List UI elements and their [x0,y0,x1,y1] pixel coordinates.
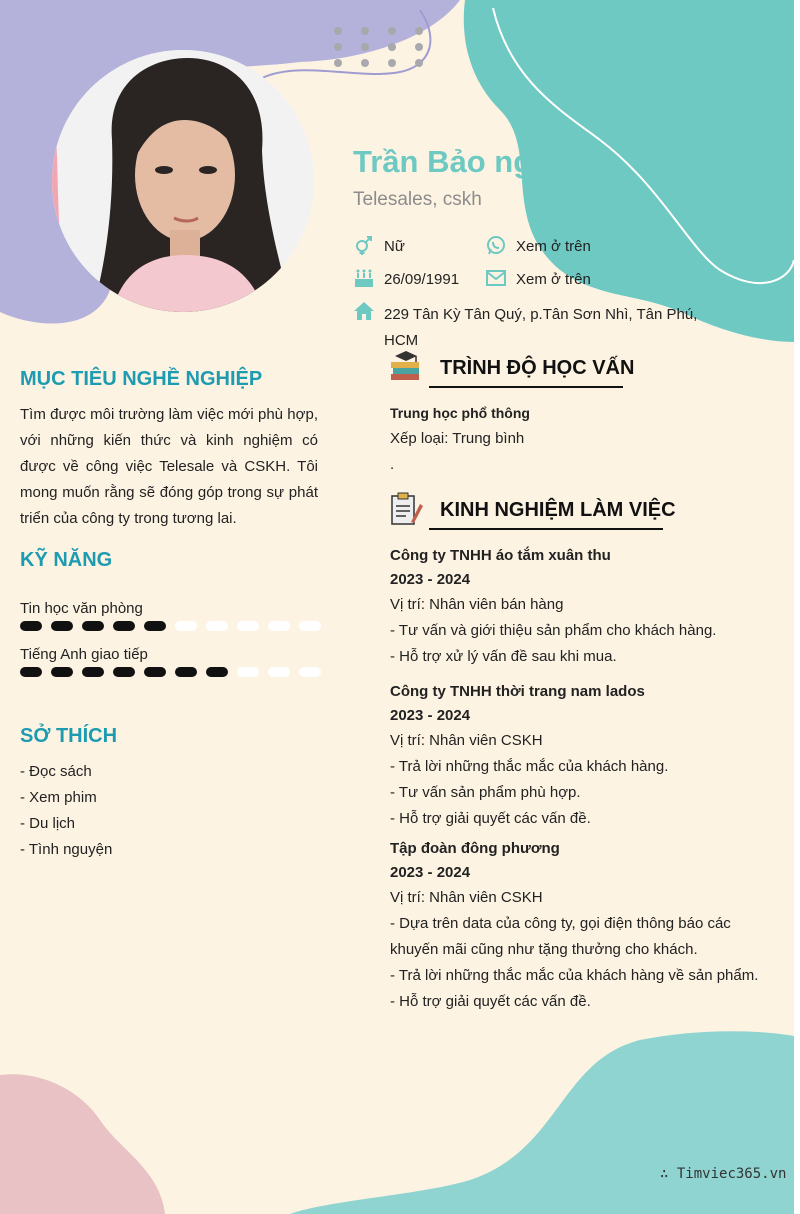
hobby-item: - Tình nguyện [20,841,113,858]
job-company: Công ty TNHH áo tắm xuân thu [390,547,611,564]
job-task: - Tư vấn và giới thiệu sản phẩm cho khách hàng. [390,622,717,639]
job-position: Vị trí: Nhân viên bán hàng [390,596,564,613]
education-books-icon [389,350,423,384]
footer-brand[interactable] [660,1166,786,1182]
skill-pill-filled [113,667,135,677]
skill-pill-empty [206,621,228,631]
phone-value: Xem ở trên [516,238,591,255]
skill-pill-filled [20,621,42,631]
email-icon [485,267,507,289]
skill-pill-empty [268,667,290,677]
skill-pill-empty [299,667,321,677]
birthday-value: 26/09/1991 [384,271,460,288]
skill-pill-filled [51,667,73,677]
job-task: - Trả lời những thắc mắc của khách hàng. [390,758,669,775]
job-task: khuyến mãi cũng như tặng thưởng cho khách. [390,941,698,958]
job-period: 2023 - 2024 [390,707,471,724]
job-period: 2023 - 2024 [390,864,471,881]
address-value: 229 Tân Kỳ Tân Quý, p.Tân Sơn Nhì, Tân Phú, HCM [384,306,698,349]
skill-pill-empty [268,621,290,631]
skill-pill-empty [175,621,197,631]
skill-pill-empty [237,621,259,631]
gender-icon [353,234,375,256]
brand-name: Timviec365.vn [676,1166,787,1182]
brand-logo-icon: ∴ [660,1166,669,1182]
hobby-item: - Đọc sách [20,763,92,780]
hobby-item: - Xem phim [20,789,97,806]
skill-pill-filled [20,667,42,677]
education-school: Trung học phổ thông [390,405,530,421]
pink-blob-bottom [0,1074,165,1214]
phone-icon [485,234,507,256]
skill-pill-filled [82,621,104,631]
education-heading: TRÌNH ĐỘ HỌC VẤN [440,357,635,379]
objective-text: Tìm được môi trường làm việc mới phù hợp, với những kiến thức và kinh nghiệm có được về công việc Telesale và CSKH. Tôi mong muốn rằng sẽ đóng góp trong sự phát triển của công ty trong tương lai. [20,406,318,527]
skill-pill-filled [113,621,135,631]
job-task: - Trả lời những thắc mắc của khách hàng về sản phẩm. [390,967,759,984]
experience-clipboard-icon [389,492,423,526]
hobbies-heading: SỞ THÍCH [20,725,118,747]
objective-heading: MỤC TIÊU NGHỀ NGHIỆP [20,368,263,390]
teal-blob-bottom [290,1031,794,1214]
experience-heading: KINH NGHIỆM LÀM VIỆC [440,499,676,521]
education-grade: Xếp loại: Trung bình [390,430,525,447]
job-position: Vị trí: Nhân viên CSKH [390,889,543,906]
avatar [52,50,314,312]
home-icon [353,300,375,322]
profile-photo [52,50,314,312]
skills-heading: KỸ NĂNG [20,549,113,571]
job-task: - Dựa trên data của công ty, gọi điện thông báo các [390,915,731,932]
skill-pill-filled [175,667,197,677]
candidate-role: Telesales, cskh [353,189,482,210]
candidate-name: Trần Bảo ngọc [353,144,569,179]
skill-label: Tin học văn phòng [20,600,143,617]
job-period: 2023 - 2024 [390,571,471,588]
experience-underline [429,528,663,530]
job-company: Tập đoàn đông phương [390,840,560,857]
job-company: Công ty TNHH thời trang nam lados [390,683,645,700]
job-task: - Hỗ trợ xử lý vấn đề sau khi mua. [390,648,617,665]
skill-label: Tiếng Anh giao tiếp [20,646,148,663]
job-task: - Hỗ trợ giải quyết các vấn đề. [390,993,591,1010]
gender-value: Nữ [384,238,405,255]
skill-pill-empty [237,667,259,677]
education-underline [429,386,623,388]
skill-rating-1 [20,667,321,679]
education-note: . [390,456,395,473]
skill-pill-filled [144,621,166,631]
skill-pill-empty [299,621,321,631]
job-task: - Tư vấn sản phẩm phù hợp. [390,784,581,801]
hobby-item: - Du lịch [20,815,76,832]
skill-pill-filled [51,621,73,631]
job-position: Vị trí: Nhân viên CSKH [390,732,543,749]
skill-pill-filled [82,667,104,677]
skill-pill-filled [144,667,166,677]
skill-pill-filled [206,667,228,677]
birthday-cake-icon [353,267,375,289]
skill-rating-0 [20,621,321,633]
job-task: - Hỗ trợ giải quyết các vấn đề. [390,810,591,827]
email-value: Xem ở trên [516,271,591,288]
